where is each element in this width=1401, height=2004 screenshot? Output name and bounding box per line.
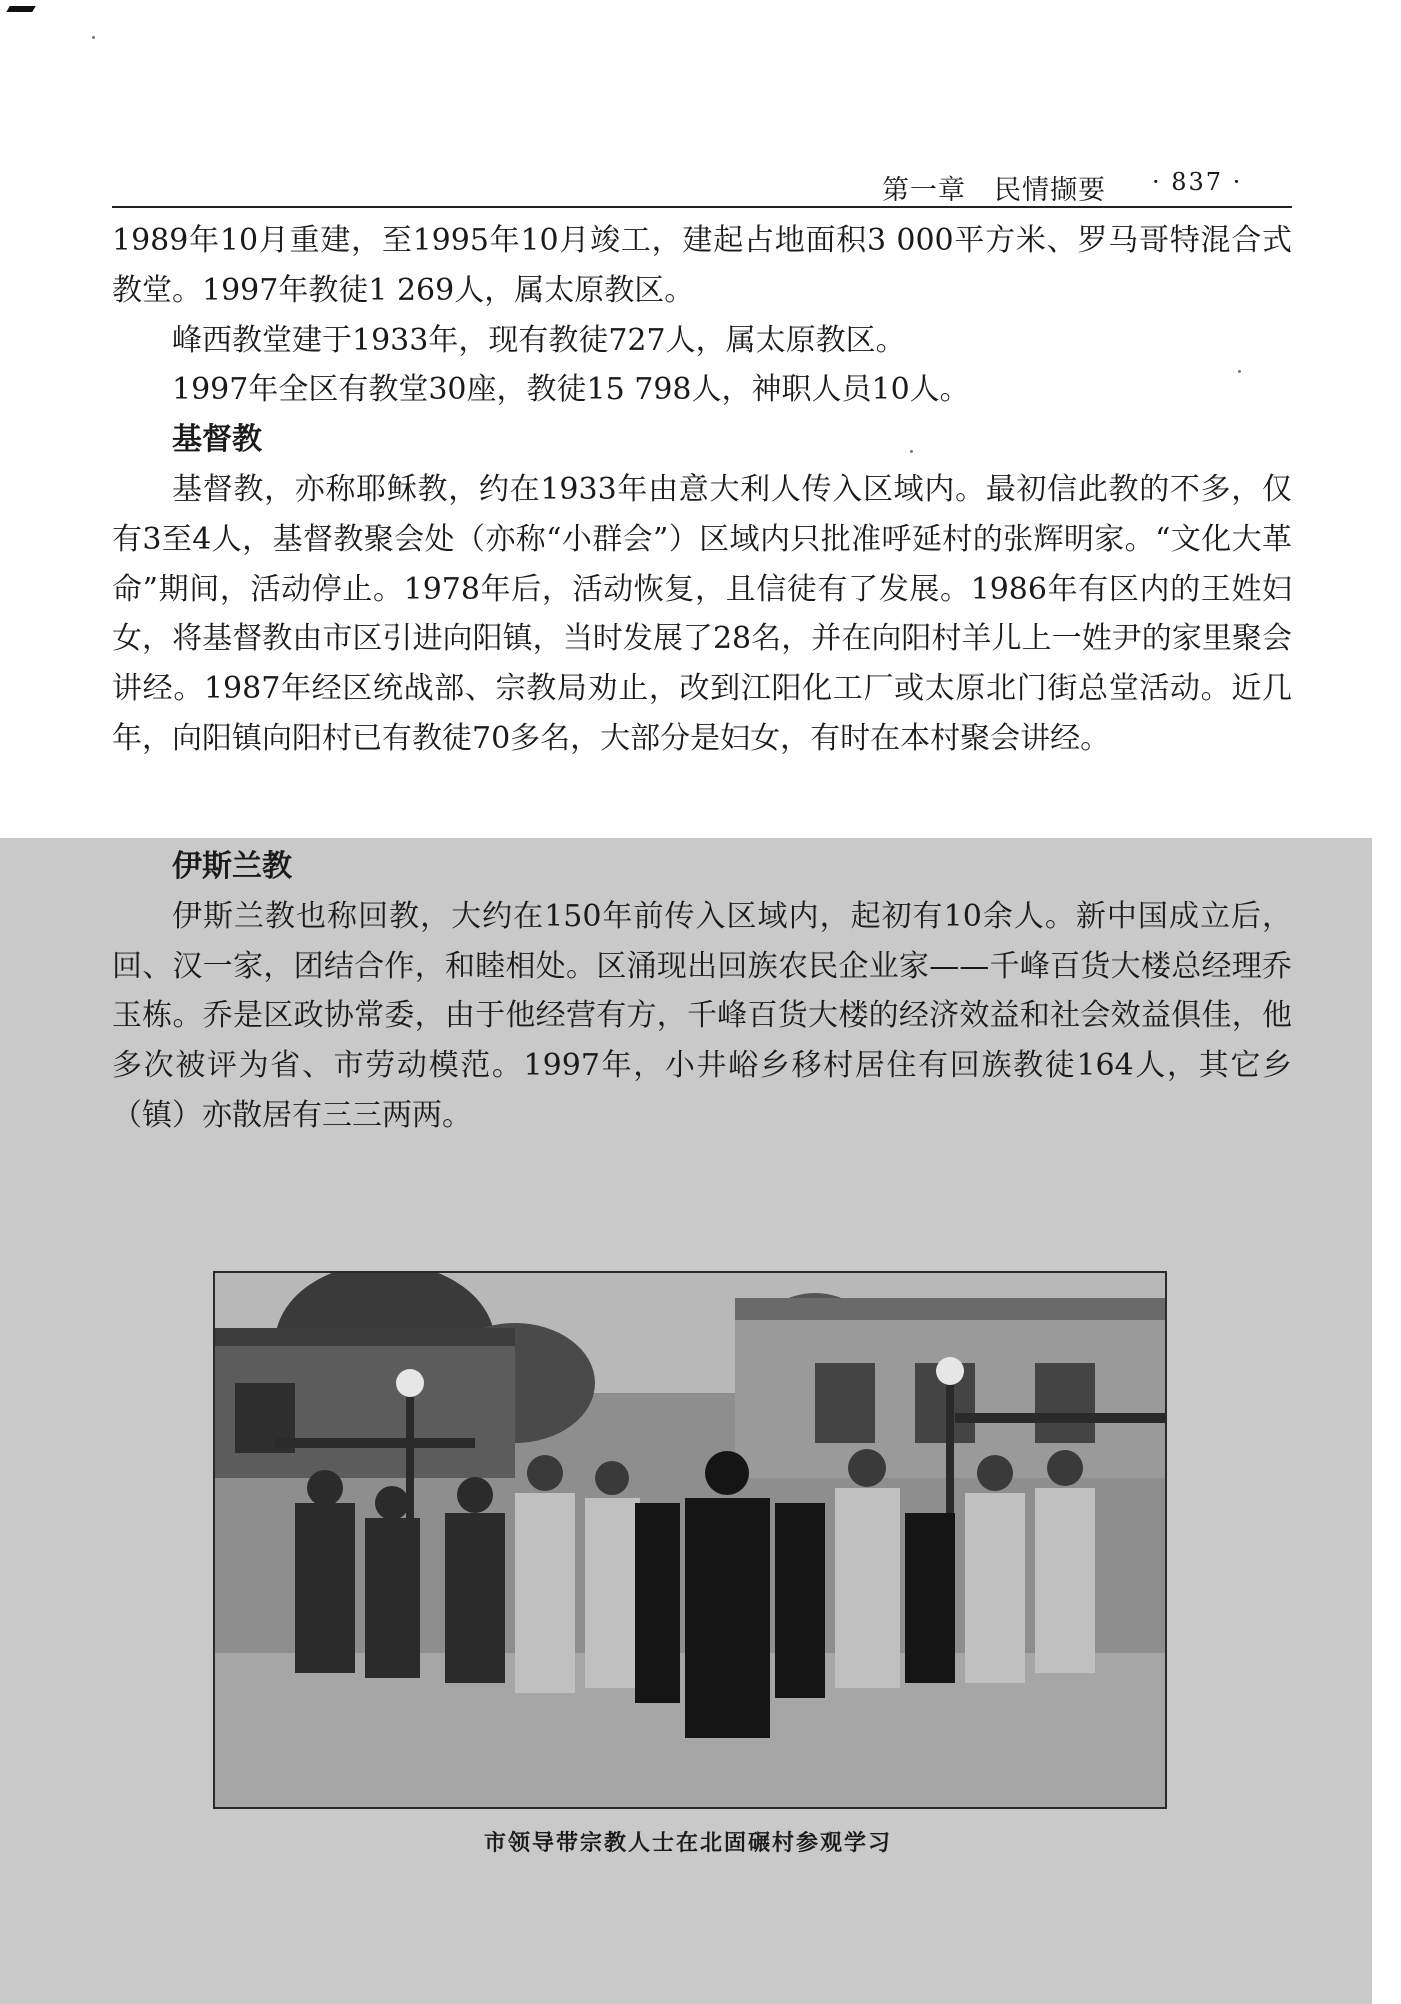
- group-photo: [213, 1271, 1167, 1809]
- section-heading-islam: 伊斯兰教: [172, 849, 292, 884]
- main-text-top: [112, 216, 1292, 764]
- scan-speck: [92, 36, 95, 39]
- paragraph-fengxi-church: 峰西教堂建于1933年，现有教徒727人，属太原教区。: [172, 322, 906, 358]
- paragraph-islam: 伊斯兰教也称回教，大约在150年前传入区域内，起初有10余人。新中国成立后，回、汉一家，团结合作，和睦相处。区涌现出回族农民企业家——千峰百货大楼总经理乔玉栋。乔是区政协常委，由于他经营有方，千峰百货大楼的经济效益和社会效益俱佳，他多次被评为省、市劳动模范。1997年，小井峪乡移村居住有回族教徒164人，其它乡（镇）亦散居有三三两两。: [112, 898, 1292, 1133]
- paragraph-christianity: 基督教，亦称耶稣教，约在1933年由意大利人传入区域内。最初信此教的不多，仅有3至4人，基督教聚会处（亦称“小群会”）区域内只批准呼延村的张辉明家。“文化大革命”期间，活动停止。1978年后，活动恢复，且信徒有了发展。1986年有区内的王姓妇女，将基督教由市区引进向阳镇，当时发展了28名，并在向阳村羊儿上一姓尹的家里聚会讲经。1987年经区统战部、宗教局劝止，改到江阳化工厂或太原北门街总堂活动。近几年，向阳镇向阳村已有教徒70多名，大部分是妇女，有时在本村聚会讲经。: [112, 471, 1292, 756]
- main-text-bottom: [112, 842, 1292, 1141]
- photo-illustration: [215, 1273, 1165, 1807]
- photo-caption: 市领导带宗教人士在北固碾村参观学习: [483, 1831, 892, 1856]
- paragraph-church-rebuild: 1989年10月重建，至1995年10月竣工，建起占地面积3 000平方米、罗马哥特混合式教堂。1997年教徒1 269人，属太原教区。: [112, 223, 1292, 308]
- section-heading-christianity: 基督教: [172, 422, 262, 458]
- page-number: · 837 ·: [1152, 168, 1243, 196]
- chapter-title: 第一章 民情撷要: [882, 175, 1106, 206]
- paragraph-church-totals: 1997年全区有教堂30座，教徒15 798人，神职人员10人。: [172, 372, 970, 408]
- running-header: [112, 166, 1292, 208]
- scan-speck: [910, 450, 913, 453]
- scan-corner-mark: [6, 6, 35, 12]
- scan-speck: [1238, 370, 1241, 373]
